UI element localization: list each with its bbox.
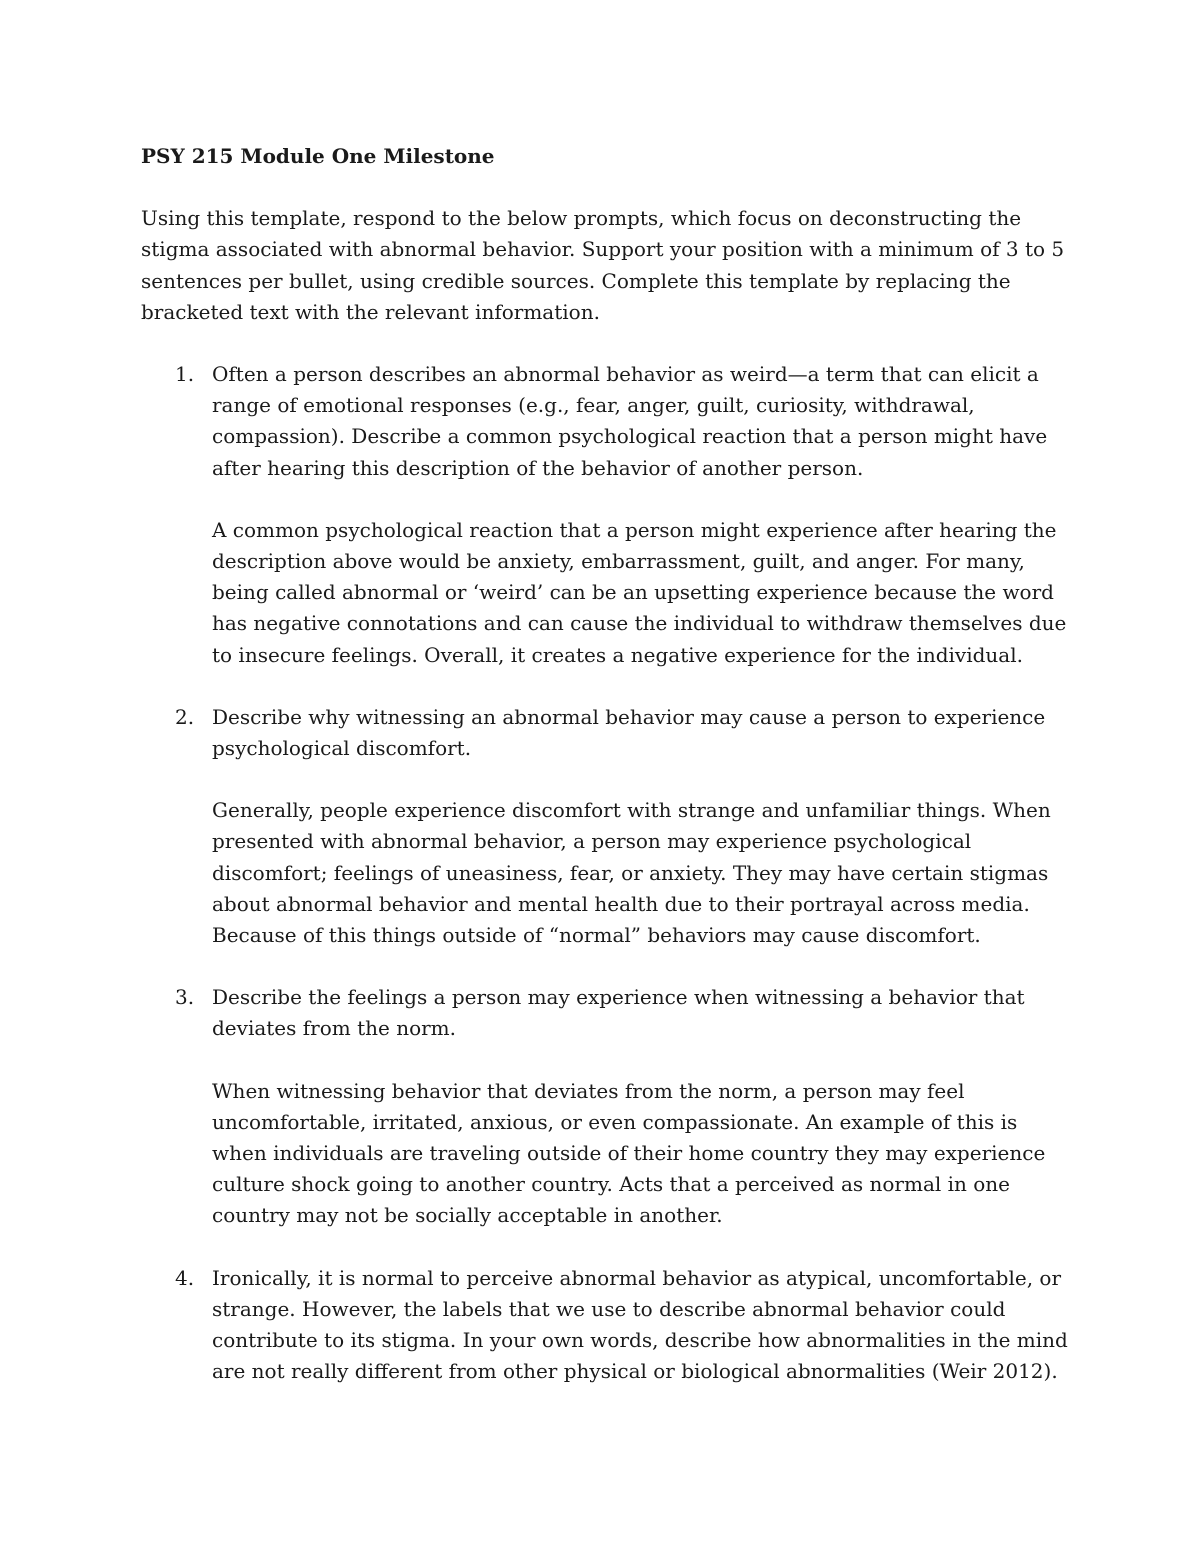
item-answer: Generally, people experience discomfort with strange and unfamiliar things. When presented with abnormal behavior, a person may experience psychological discomfort; feelings of uneasiness, fear, or anxiety. They may have certain stigmas about abnormal behavior and mental health due to their portrayal across media. Because of this things outside of “normal” behaviors may cause discomfort. <box>212 798 1051 948</box>
item-answer: When witnessing behavior that deviates from the norm, a person may feel uncomfortable, irritated, anxious, or even compassionate. An example of this is when individuals are traveling outside of their home country they may experience culture shock going to another country. Acts that a perceived as normal in one country may not be socially acceptable in another. <box>212 1078 1046 1228</box>
item-answer: A common psychological reaction that a person might experience after hearing the description above would be anxiety, embarrassment, guilt, and anger. For many, being called abnormal or ‘weird’ can be an upsetting experience because the word has negative connotations and can cause the individual to withdraw themselves due to insecure feelings. Overall, it creates a negative experience for the individual. <box>212 517 1067 667</box>
document-title: PSY 215 Module One Milestone <box>141 144 495 168</box>
document-body <box>141 141 1071 1419</box>
item-prompt: Often a person describes an abnormal behavior as weird—a term that can elicit a range of emotional responses (e.g., fear, anger, guilt, curiosity, withdrawal, compassion). Describe a common psychological reaction that a person might have after hearing this description of the behavior of another person. <box>212 362 1048 480</box>
item-number: 1. <box>175 362 195 387</box>
item-number: 4. <box>175 1265 195 1290</box>
item-prompt: Describe why witnessing an abnormal behavior may cause a person to experience psychological discomfort. <box>212 704 1046 761</box>
item-number: 2. <box>175 704 195 729</box>
list-item-2 <box>141 702 1071 951</box>
list-item-3 <box>141 982 1071 1231</box>
list-item-4 <box>141 1263 1071 1388</box>
item-prompt: Ironically, it is normal to perceive abnormal behavior as atypical, uncomfortable, or strange. However, the labels that we use to describe abnormal behavior could contribute to its stigma. In your own words, describe how abnormalities in the mind are not really different from other physical or biological abnormalities (Weir 2012). <box>212 1265 1068 1384</box>
list-item-1 <box>141 359 1071 671</box>
intro-paragraph: Using this template, respond to the below prompts, which focus on deconstructing the stigma associated with abnormal behavior. Support your position with a minimum of 3 to 5 sentences per bullet, using credible sources. Complete this template by replacing the bracketed text with the relevant information. <box>141 206 1065 324</box>
item-number: 3. <box>175 985 195 1010</box>
item-prompt: Describe the feelings a person may experience when witnessing a behavior that deviates from the norm. <box>212 985 1025 1041</box>
